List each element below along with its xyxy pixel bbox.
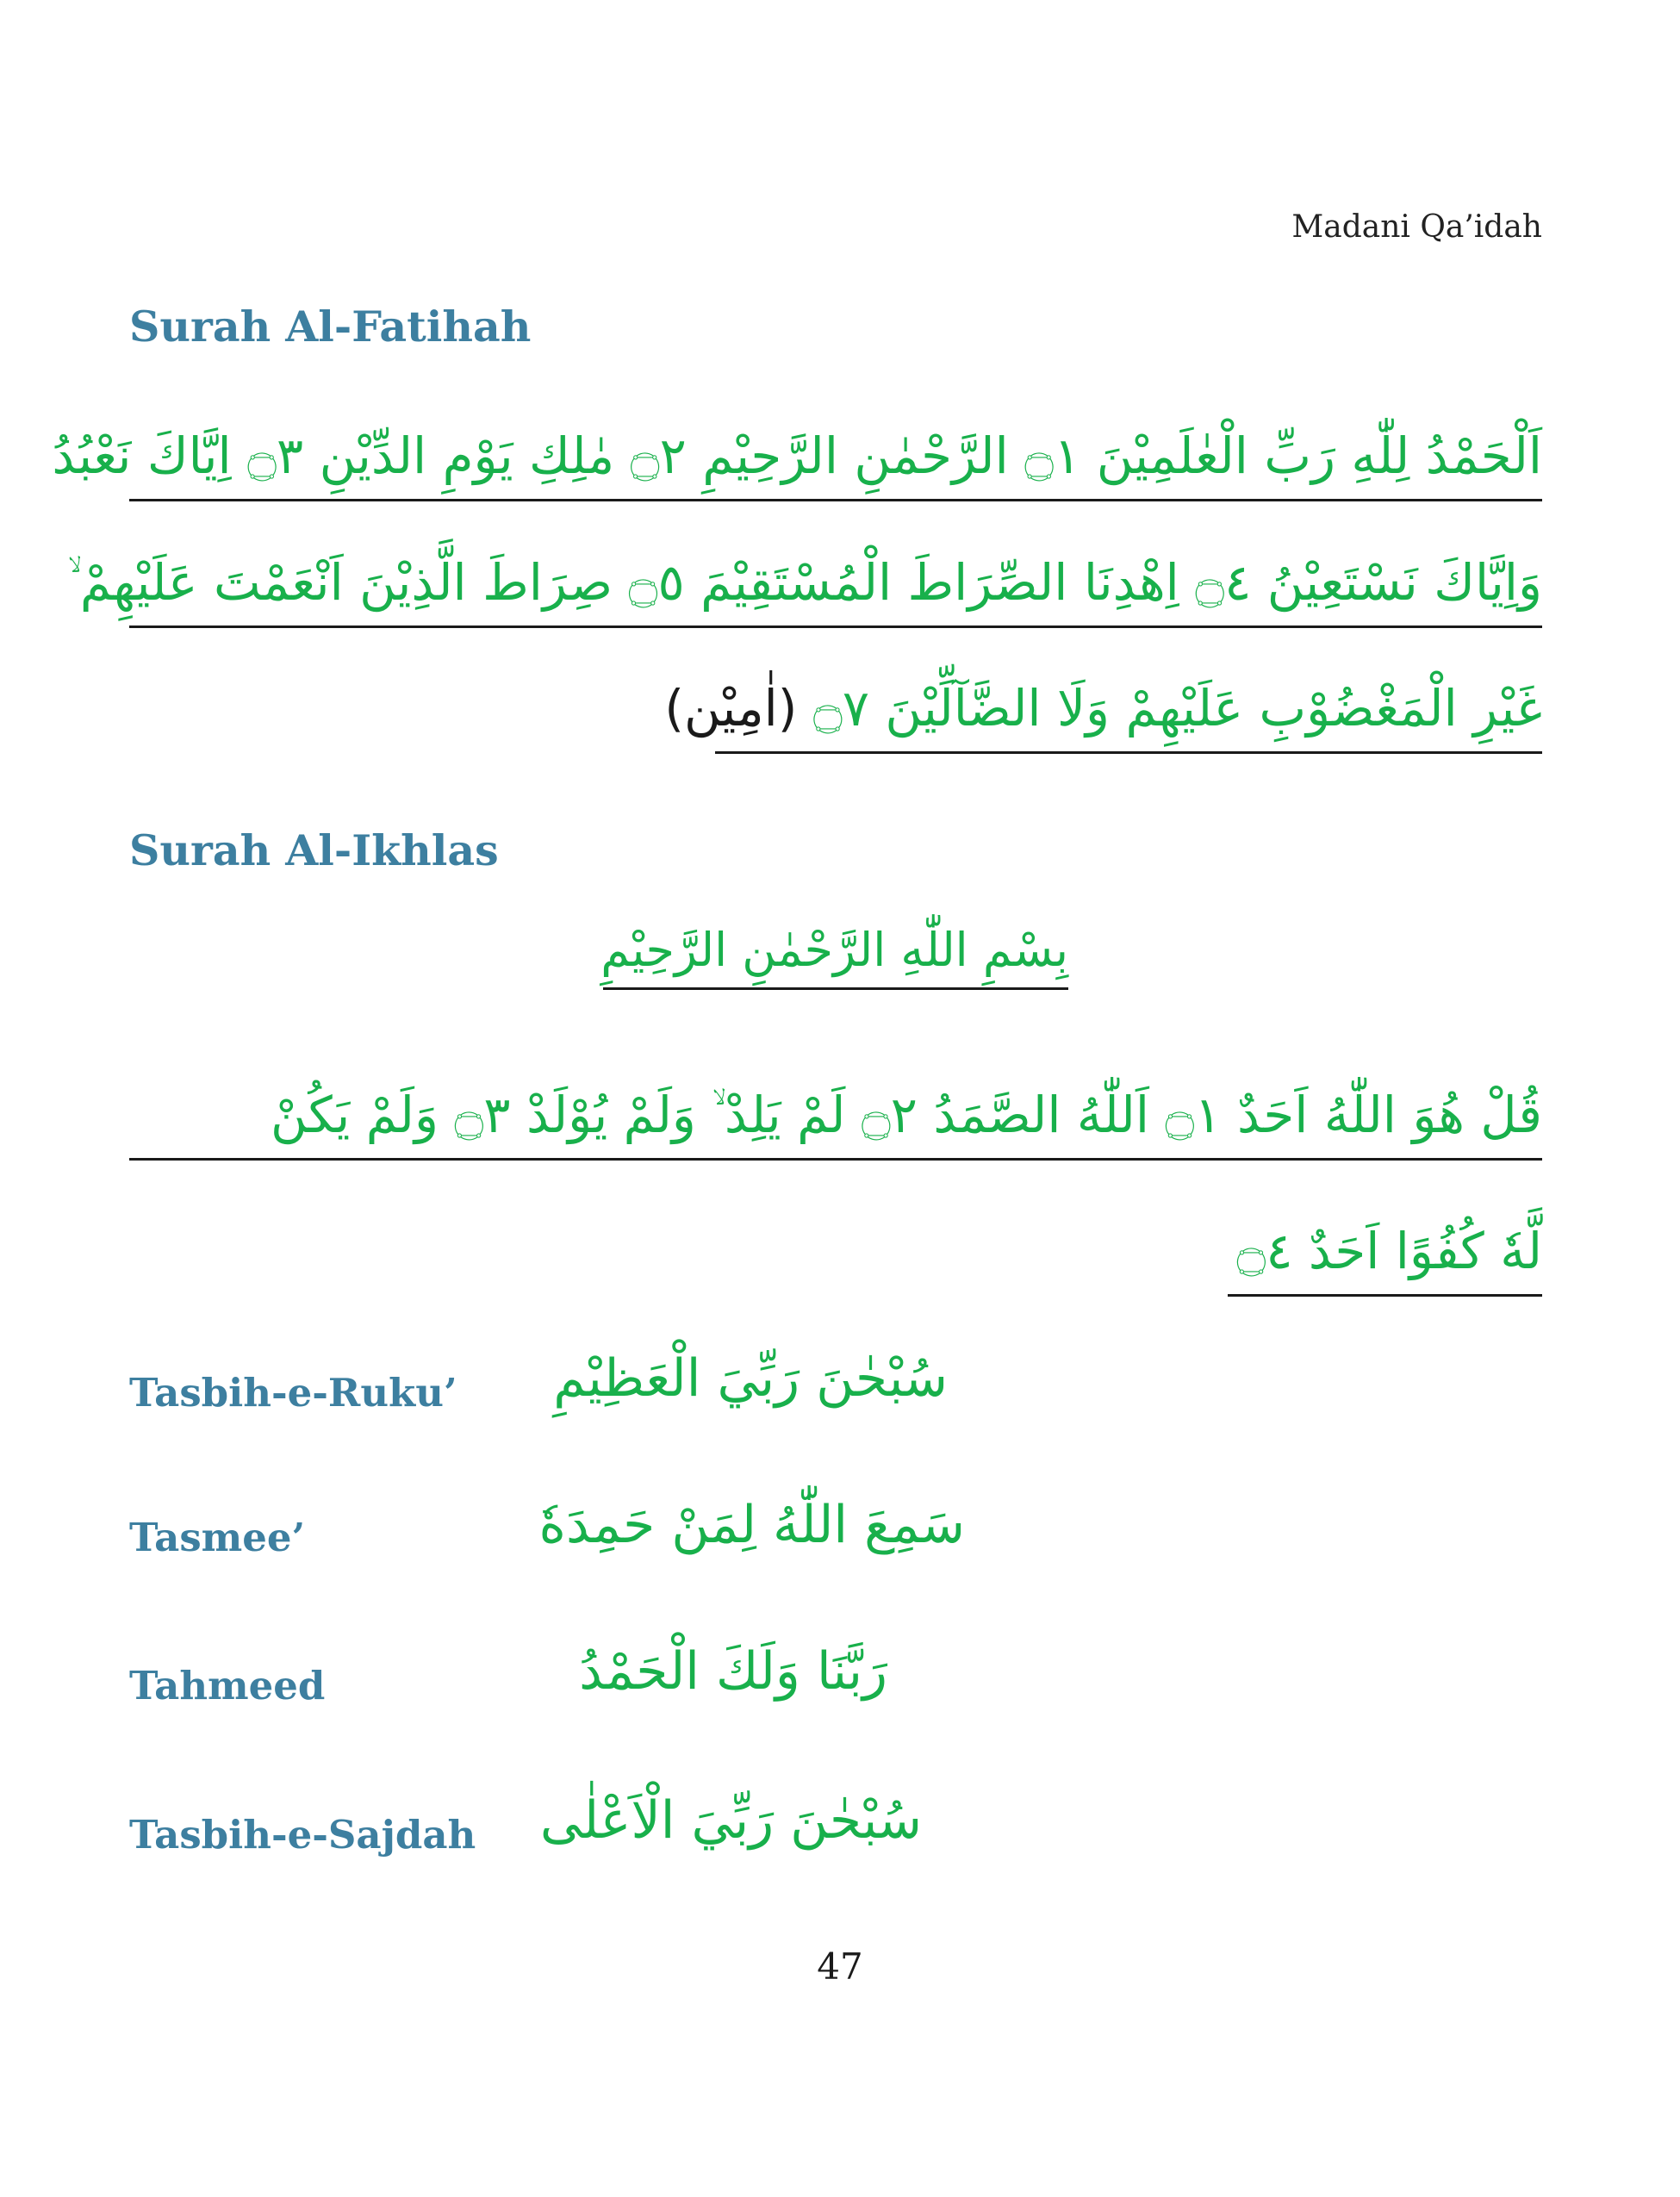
bismillah: بِسْمِ اللّٰهِ الرَّحْمٰنِ الرَّحِيْمِ [603,913,1068,990]
dua-label-tahmeed: Tahmeed [129,1663,326,1708]
page-number: 47 [817,1945,863,1988]
fatihah-line-3 [664,670,1542,754]
ikhlas-line-2: لَّهٗ كُفُوًا اَحَدٌ ۝٤ [1228,1213,1542,1297]
dua-arabic-tasmee: سَمِعَ اللّٰهُ لِمَنْ حَمِدَهٗ [538,1495,965,1555]
dua-label-tasbih-ruku: Tasbih-e-Ruku’ [129,1370,457,1416]
running-header: Madani Qa’idah [1291,209,1542,245]
dua-arabic-tasbih-sajdah: سُبْحٰنَ رَبِّيَ الْاَعْلٰى [539,1790,922,1851]
surah-ikhlas-heading: Surah Al-Ikhlas [129,825,499,875]
surah-fatihah-heading: Surah Al-Fatihah [129,302,532,352]
fatihah-line-1: اَلْحَمْدُ لِلّٰهِ رَبِّ الْعٰلَمِيْنَ ۝١ الرَّحْمٰنِ الرَّحِيْمِ ۝٢ مٰلِكِ يَوْمِ الدِّيْنِ ۝٣ اِيَّاكَ نَعْبُدُ [129,418,1542,501]
ikhlas-line-1: قُلْ هُوَ اللّٰهُ اَحَدٌ ۝١ اَللّٰهُ الصَّمَدُ ۝٢ لَمْ يَلِدْ ۙ وَلَمْ يُوْلَدْ ۝٣ وَلَمْ يَكُنْ [129,1077,1542,1161]
dua-arabic-tahmeed: رَبَّنَا وَلَكَ الْحَمْدُ [579,1641,887,1702]
dua-label-tasbih-sajdah: Tasbih-e-Sajdah [129,1812,476,1858]
ameen-text: (اٰمِيْن) [664,679,798,738]
fatihah-line-2: وَاِيَّاكَ نَسْتَعِيْنُ ۝٤ اِهْدِنَا الصِّرَاطَ الْمُسْتَقِيْمَ ۝٥ صِرَاطَ الَّذِيْنَ اَنْعَمْتَ عَلَيْهِمْ ۙ [129,545,1542,628]
dua-label-tasmee: Tasmee’ [129,1515,306,1560]
fatihah-line-3-text: غَيْرِ الْمَغْضُوْبِ عَلَيْهِمْ وَلَا الضَّآلِّيْنَ ۝٧ [812,679,1542,738]
dua-arabic-tasbih-ruku: سُبْحٰنَ رَبِّيَ الْعَظِيْمِ [553,1348,948,1409]
